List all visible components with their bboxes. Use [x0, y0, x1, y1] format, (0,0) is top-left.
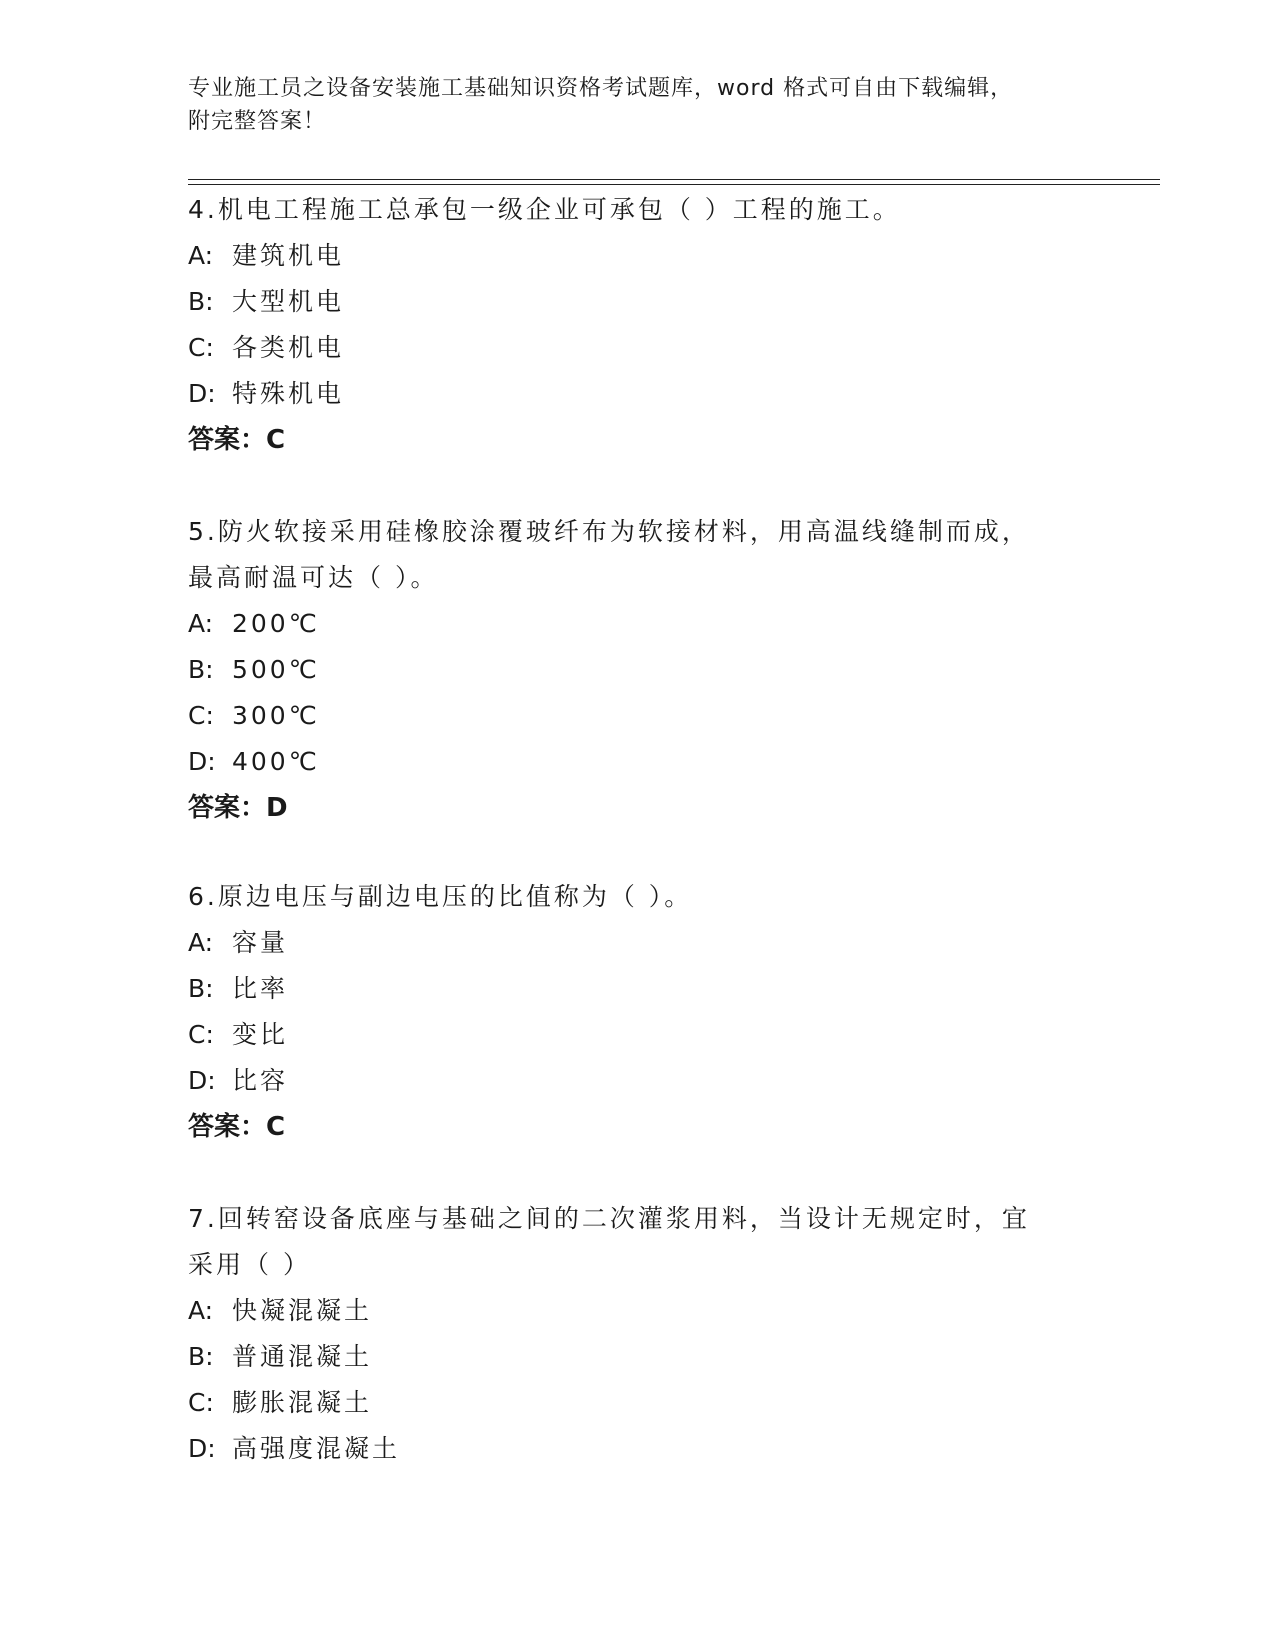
option-text: 300℃: [232, 701, 320, 730]
option-text: 建筑机电: [232, 241, 345, 270]
header-line-2: 附完整答案！: [188, 109, 327, 134]
option-label: B:: [188, 974, 214, 1003]
option-label: D:: [188, 747, 216, 776]
answer: 答案：C: [188, 1112, 286, 1142]
question-5: [188, 509, 1088, 831]
option-text: 500℃: [232, 655, 320, 684]
question-stem-line-1: 7.回转窑设备底座与基础之间的二次灌浆用料，当设计无规定时，宜: [188, 1204, 1030, 1233]
option-label: A:: [188, 1296, 214, 1325]
option-b: [188, 966, 1088, 1012]
question-stem-line-1: 5.防火软接采用硅橡胶涂覆玻纤布为软接材料，用高温线缝制而成，: [188, 517, 1030, 546]
option-text: 普通混凝土: [232, 1342, 373, 1371]
answer: 答案：C: [188, 425, 286, 455]
option-label: B:: [188, 1342, 214, 1371]
question-6: [188, 874, 1088, 1150]
option-text: 比容: [232, 1066, 289, 1095]
option-text: 变比: [232, 1020, 289, 1049]
option-d: [188, 1426, 1088, 1472]
option-text: 特殊机电: [232, 379, 345, 408]
option-text: 快凝混凝土: [232, 1296, 373, 1325]
option-label: B:: [188, 655, 214, 684]
option-a: [188, 233, 1088, 279]
option-b: [188, 1334, 1088, 1380]
option-text: 各类机电: [232, 333, 345, 362]
option-c: [188, 693, 1088, 739]
question-stem-line-2: 最高耐温可达（ ）。: [188, 563, 439, 592]
option-label: B:: [188, 287, 214, 316]
option-label: C:: [188, 1020, 214, 1049]
option-a: [188, 920, 1088, 966]
header-line-1: 专业施工员之设备安装施工基础知识资格考试题库，word 格式可自由下载编辑，: [188, 76, 1014, 101]
option-label: C:: [188, 333, 214, 362]
question-4: [188, 187, 1088, 463]
answer: 答案：D: [188, 793, 288, 823]
option-label: D:: [188, 379, 216, 408]
option-text: 膨胀混凝土: [232, 1388, 373, 1417]
option-label: C:: [188, 701, 214, 730]
option-label: C:: [188, 1388, 214, 1417]
option-a: [188, 1288, 1088, 1334]
option-a: [188, 601, 1088, 647]
option-d: [188, 371, 1088, 417]
option-label: A:: [188, 928, 214, 957]
option-c: [188, 1380, 1088, 1426]
option-b: [188, 279, 1088, 325]
question-stem-line-2: 采用（ ）: [188, 1250, 311, 1279]
header-divider-bottom: [188, 184, 1160, 185]
option-d: [188, 739, 1088, 785]
header-divider-top: [188, 179, 1160, 180]
question-stem: 6.原边电压与副边电压的比值称为（ ）。: [188, 882, 693, 911]
document-header: [188, 72, 1168, 138]
option-d: [188, 1058, 1088, 1104]
option-text: 容量: [232, 928, 289, 957]
option-c: [188, 325, 1088, 371]
option-text: 200℃: [232, 609, 320, 638]
option-text: 大型机电: [232, 287, 345, 316]
option-text: 高强度混凝土: [232, 1434, 401, 1463]
option-label: D:: [188, 1066, 216, 1095]
option-label: A:: [188, 241, 214, 270]
question-stem: 4.机电工程施工总承包一级企业可承包（ ）工程的施工。: [188, 195, 901, 224]
question-7: [188, 1196, 1088, 1472]
option-b: [188, 647, 1088, 693]
option-label: A:: [188, 609, 214, 638]
option-text: 400℃: [232, 747, 320, 776]
option-label: D:: [188, 1434, 216, 1463]
option-c: [188, 1012, 1088, 1058]
option-text: 比率: [232, 974, 289, 1003]
